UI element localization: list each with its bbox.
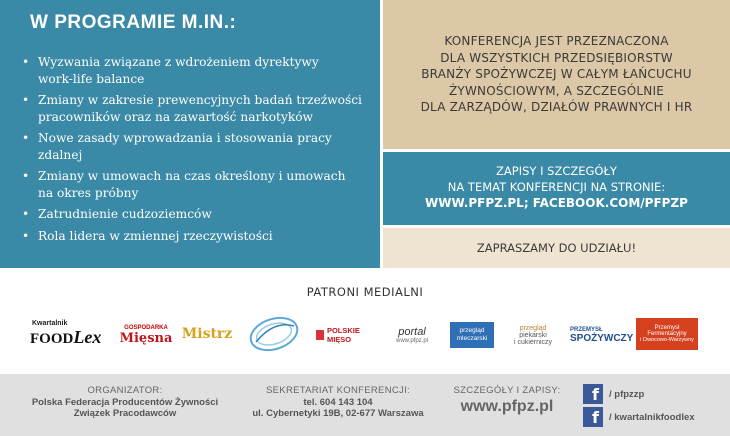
facebook-handle: / kwartalnikfoodlex [609,411,695,423]
patrons-title: PATRONI MEDIALNI [306,285,424,299]
details-block [446,385,568,415]
foodlex-logo [30,316,108,352]
audience-line: BRANŻY SPOŻYWCZEJ W CAŁYM ŁAŃCUCHU [421,67,692,82]
program-item-line: Rola lidera w zmiennej rzeczywistości [38,228,273,243]
organizer-label: ORGANIZATOR: [87,385,163,396]
przeglad-piek-line: przegląd [519,324,547,332]
przeglad-mleczarski-label: przegląd mleczarski [456,327,488,342]
media-patron-logos [30,312,710,356]
audience-line: DLA WSZYSTKICH PRZEDSIĘBIORSTW [440,50,673,65]
program-item [18,54,362,87]
miesna-small-label: GOSPODARKA [124,324,168,331]
program-item [18,168,362,201]
bullet-icon: • [22,93,30,107]
przemysl-fermentacyjny-logo [636,318,698,350]
przeglad-mleczarski-logo [450,322,494,348]
facebook-handle: / pfpzzp [609,388,645,400]
facebook-link-foodlex[interactable] [583,407,695,427]
ferment-line: Fermentacyjny [647,331,687,337]
program-box [0,0,380,268]
signup-box [383,152,730,225]
audience-line: DLA ZARZĄDÓW, DZIAŁÓW PRAWNYCH I HR [420,100,693,115]
secretariat-label: SEKRETARIAT KONFERENCJI: [266,385,410,396]
gospodarka-miesna-logo [118,320,174,350]
foodlex-food-label: FOOD [30,331,74,347]
program-item-line: zdalnej [38,147,83,162]
polskie-mieso-label: POLSKIE MIĘSO [326,326,360,344]
flag-icon [316,330,324,340]
mistrz-logo [182,320,232,348]
signup-links[interactable]: WWW.PFPZ.PL; FACEBOOK.COM/PFPZP [425,196,688,210]
portal-url: www.pfpz.pl [395,338,428,344]
przemysl-spozywczy-logo [570,321,634,349]
bullet-icon: • [22,131,30,145]
miesna-label: Mięsna [119,330,173,346]
bullet-icon: • [22,228,30,243]
mistrz-label: Mistrz [181,326,233,342]
invite-text: ZAPRASZAMY DO UDZIAŁU! [476,241,637,255]
polskie-mieso-logo [316,324,374,346]
program-list [18,54,362,244]
program-item-line: Zmiany w umowach na czas określony i umowach [38,169,346,183]
secretariat-block [238,385,438,420]
przeglad-piekarski-logo [506,318,560,352]
przemysl-small-label: PRZEMYSŁ [570,326,603,333]
signup-line: NA TEMAT KONFERENCJI NA STRONIE: [447,180,666,194]
invite-box [383,228,730,268]
program-item-line: Wyzwania związane z wdrożeniem dyrektywy [38,55,319,69]
program-item-line: Zmiany w zakresie prewencyjnych badań trzeźwości [38,93,362,107]
swirl-logo [244,312,304,356]
program-item-line: work-life balance [38,71,145,86]
program-item [18,130,362,163]
facebook-icon: f [583,407,603,427]
przeglad-piek-line: piekarski [519,331,547,339]
details-label: SZCZEGÓŁY I ZAPISY: [453,385,561,396]
details-website-link[interactable]: www.pfpz.pl [460,397,554,415]
audience-text [421,33,693,116]
secretariat-phone: tel. 604 143 104 [303,396,373,408]
footer [0,374,730,436]
audience-box [383,0,730,149]
facebook-link-pfpzzp[interactable] [583,384,644,404]
organizer-name: Polska Federacja Producentów Żywności [31,396,219,408]
audience-line: ŻYWNOŚCIOWYM, A SZCZEGÓLNIE [449,83,664,98]
bullet-icon: • [22,55,30,69]
signup-line: ZAPISY I SZCZEGÓŁY [496,164,617,178]
portal-logo [386,320,438,350]
program-item-line: Zatrudnienie cudzoziemców [38,207,212,221]
przemysl-label: SPOŻYWCZY [570,332,634,344]
foodlex-lex-label: Lex [73,327,102,347]
bullet-icon: • [22,169,30,183]
program-item [18,228,362,245]
audience-line: KONFERENCJA JEST PRZEZNACZONA [444,34,669,49]
program-title: W PROGRAMIE M.IN.: [30,12,237,33]
facebook-icon: f [583,384,603,404]
program-item-line: na okres próbny [38,185,139,200]
portal-label: portal [398,326,426,338]
program-item-line: Nowe zasady wprowadzania i stosowania pracy [38,131,332,145]
program-item [18,92,362,125]
ferment-line: Przemysł [654,325,680,331]
przeglad-piek-line: i cukierniczy [513,338,553,346]
program-item [18,206,362,223]
program-item-line: pracowników oraz na zawartość narkotyków [38,109,313,124]
swirl-logo-icon [244,312,304,356]
organizer-subname: Związek Pracodawców [73,408,177,419]
organizer-block [20,385,230,420]
foodlex-small-label: Kwartalnik [32,320,68,327]
bullet-icon: • [22,207,30,221]
ferment-line: i Owocowo-Warzywny [640,337,694,343]
secretariat-address: ul. Cybernetyki 19B, 02-677 Warszawa [252,408,424,419]
